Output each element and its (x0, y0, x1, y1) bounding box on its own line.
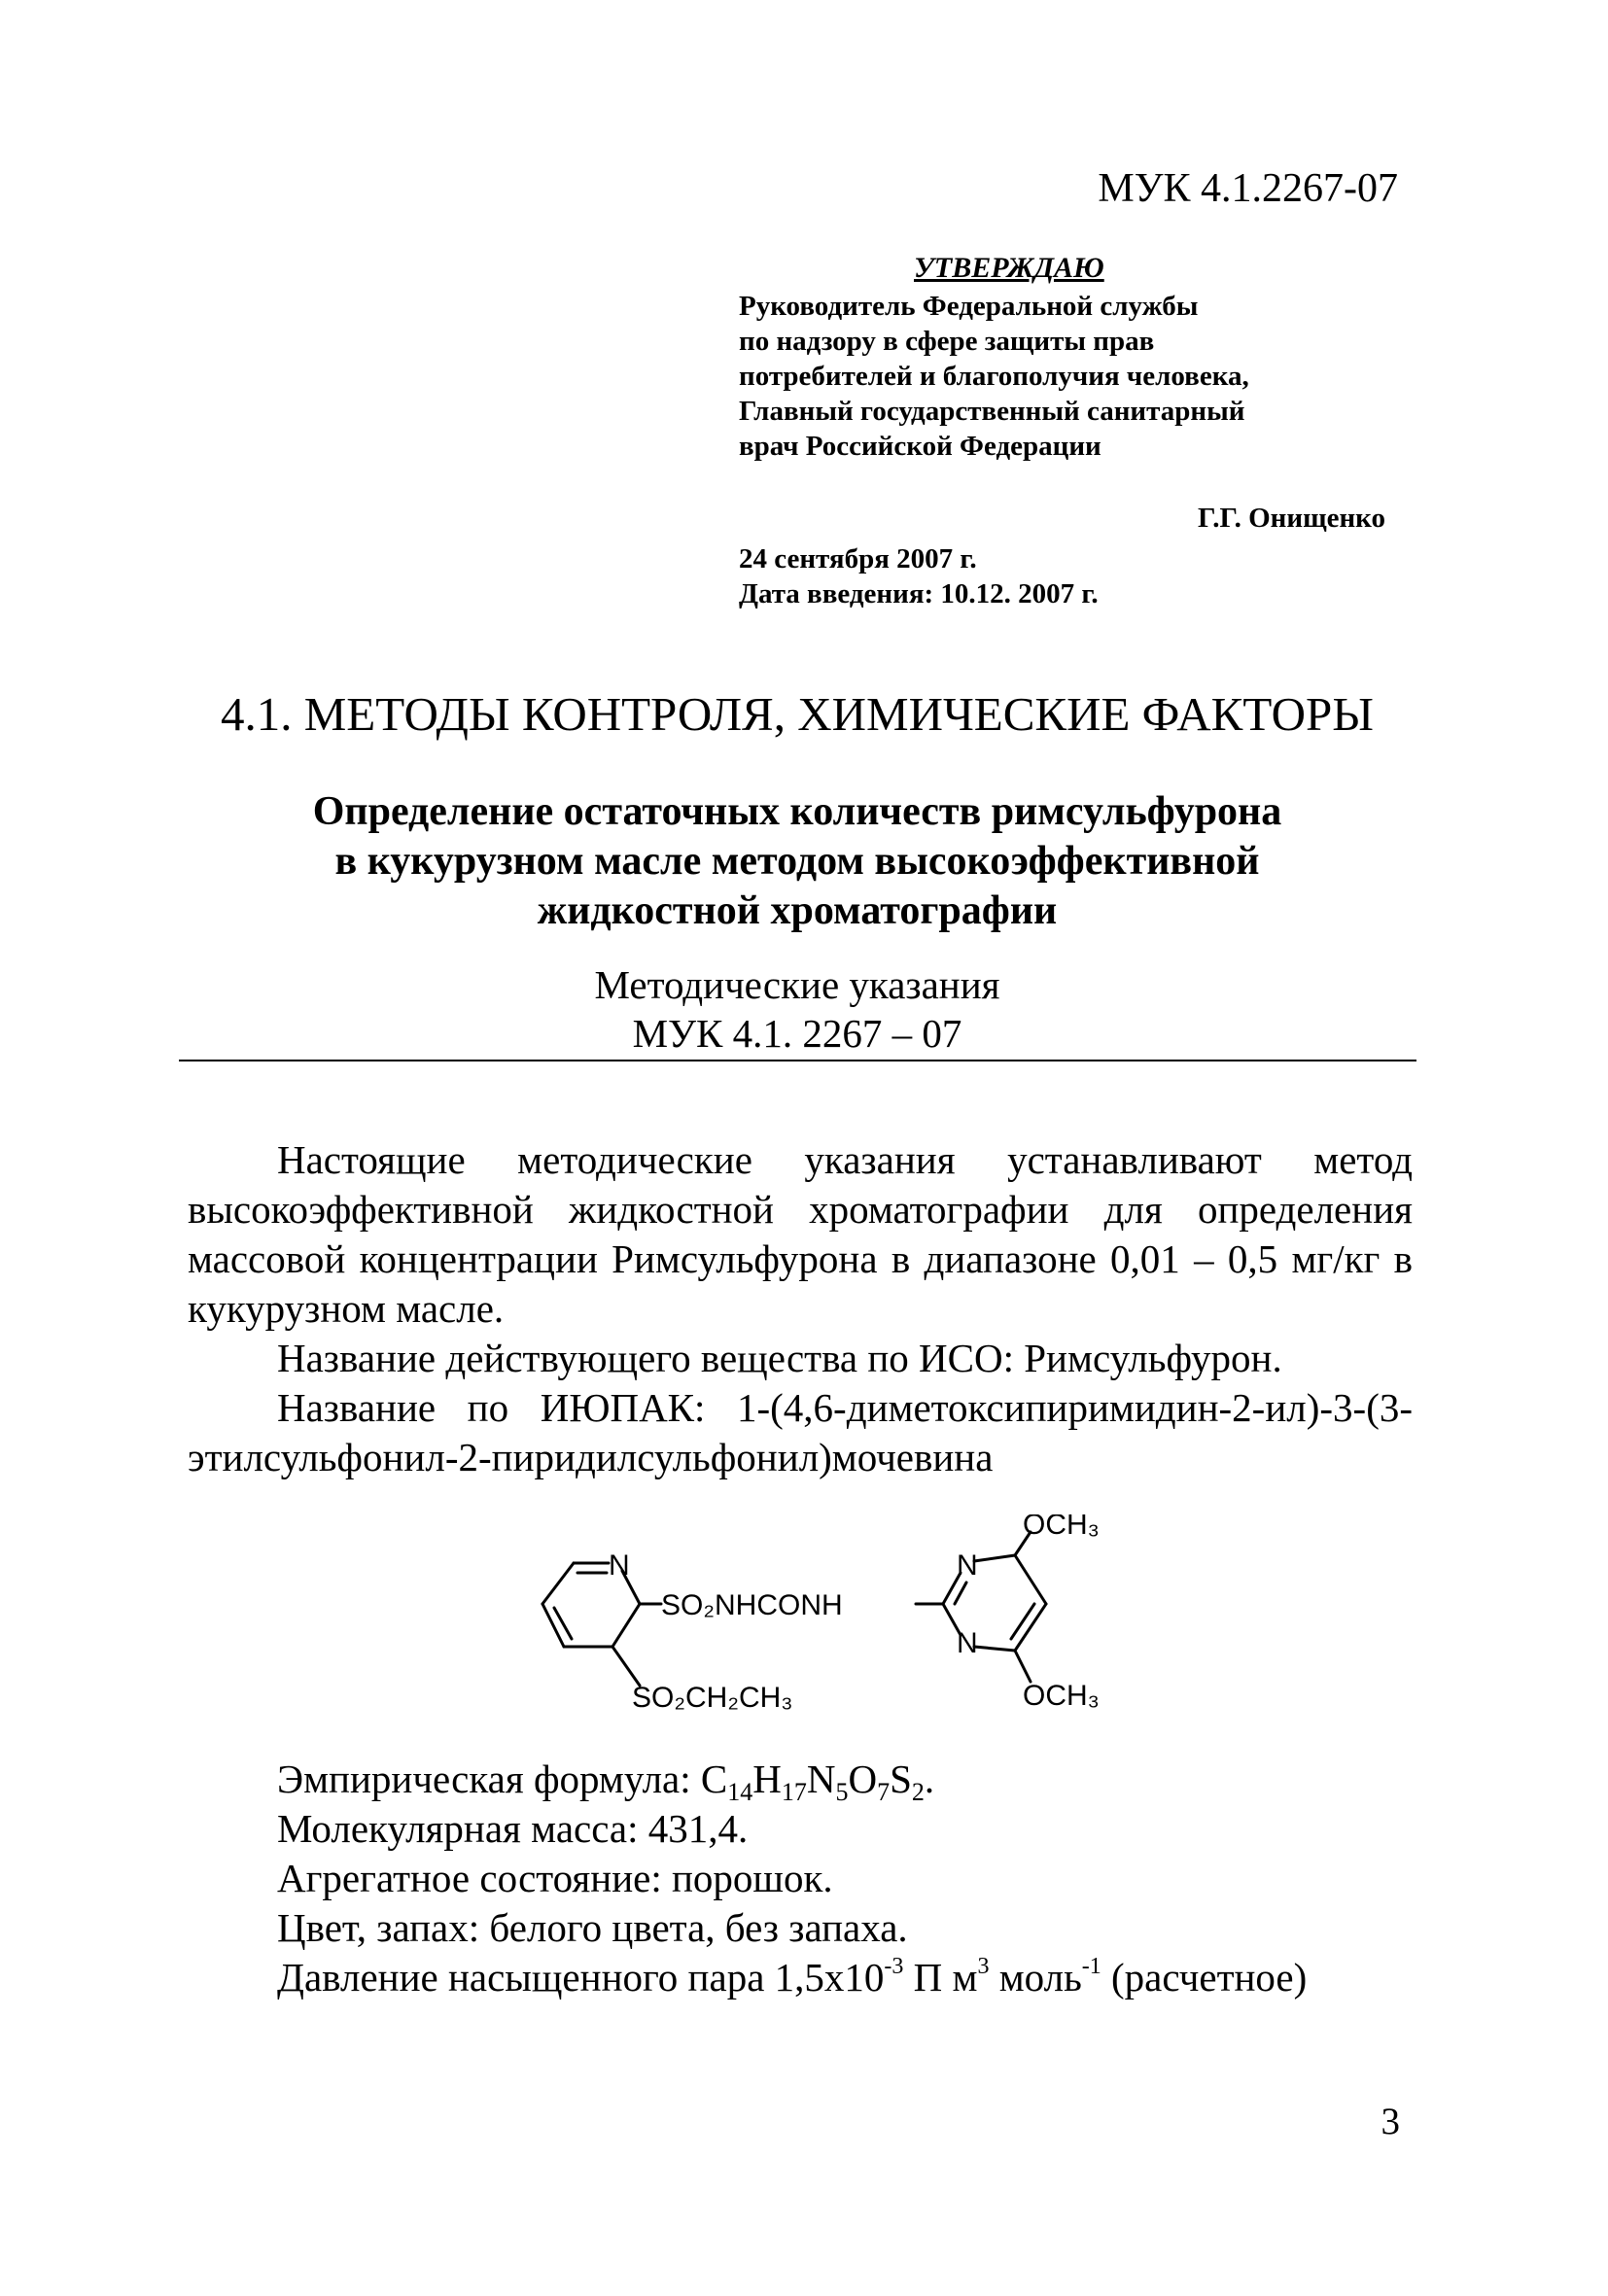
approval-line: Руководитель Федеральной службы (739, 291, 1199, 322)
formula-label: Эмпирическая формула: (277, 1757, 701, 1801)
formula-subscript: 2 (911, 1778, 925, 1806)
methoxy-top-label: OCH₃ (1023, 1514, 1100, 1541)
introduction-date: Дата введения: 10.12. 2007 г. (739, 578, 1099, 609)
approval-stamp: УТВЕРЖДАЮ (914, 252, 1104, 284)
document-code: МУК 4.1.2267-07 (1098, 166, 1398, 211)
pressure-note: (расчетное) (1101, 1955, 1308, 2000)
pyrimidine-nitrogen-top-label: N (957, 1549, 978, 1582)
properties-list (277, 1755, 1405, 2002)
pyridine-nitrogen-label: N (609, 1549, 630, 1582)
formula-element: O (848, 1757, 878, 1801)
divider (179, 1060, 1416, 1061)
formula-element: N (806, 1757, 836, 1801)
subject-line: в кукурузном масле методом высокоэффективной (334, 839, 1260, 884)
ethylsulfonyl-label: SO₂CH₂CH₃ (632, 1682, 793, 1714)
intro-paragraph: Настоящие методические указания устанавливают метод высокоэффективной жидкостной хроматографии для определения массовой концентрации Римсульфурона в диапазоне 0,01 – 0,5 мг/кг в кукурузном масле. (188, 1137, 1413, 1331)
aggregate-state: Агрегатное состояние: порошок. (277, 1856, 833, 1900)
section-title: 4.1. МЕТОДЫ КОНТРОЛЯ, ХИМИЧЕСКИЕ ФАКТОРЫ (220, 687, 1375, 741)
subject-line: жидкостной хроматографии (537, 888, 1058, 933)
iso-name-paragraph: Название действующего вещества по ИСО: Римсульфурон. (277, 1336, 1282, 1380)
formula-element: H (752, 1757, 782, 1801)
formula-subscript: 5 (835, 1778, 849, 1806)
vapor-pressure-line (277, 1953, 1405, 2002)
formula-element: C (700, 1757, 728, 1801)
page-number: 3 (1381, 2101, 1400, 2142)
pressure-unit: П м (903, 1955, 978, 2000)
formula-period: . (924, 1757, 935, 1801)
color-odor: Цвет, запах: белого цвета, без запаха. (277, 1905, 908, 1950)
formula-subscript: 14 (727, 1778, 753, 1806)
subject-line: Определение остаточных количеств римсульфурона (312, 789, 1282, 834)
approval-date: 24 сентября 2007 г. (739, 543, 977, 574)
structural-formula (515, 1514, 1137, 1733)
methoxy-bottom-label: OCH₃ (1023, 1680, 1100, 1712)
pressure-exponent: -3 (884, 1954, 904, 1979)
pressure-mol: моль (989, 1955, 1082, 2000)
guidelines-title: Методические указания (594, 962, 1000, 1007)
signer-name: Г.Г. Онищенко (1198, 503, 1385, 534)
guidelines-heading (117, 960, 1478, 1058)
body-text (188, 1135, 1413, 1482)
document-subject (117, 787, 1478, 936)
approval-block (739, 251, 1439, 611)
pressure-text: Давление насыщенного пара 1,5х10 (277, 1955, 885, 2000)
formula-subscript: 17 (781, 1778, 807, 1806)
pressure-unit-exponent: 3 (977, 1954, 990, 1979)
iupac-name-paragraph: Название по ИЮПАК: 1-(4,6-диметоксипиримидин-2-ил)-3-(3-этилсульфонил-2-пиридилсульфонил)мочевина (188, 1385, 1413, 1479)
approval-line: Главный государственный санитарный (739, 396, 1245, 427)
pyrimidine-nitrogen-bottom-label: N (957, 1627, 978, 1659)
approval-line: потребителей и благополучия человека, (739, 361, 1249, 392)
sulfonylurea-bridge-label: SO₂NHCONH (661, 1589, 843, 1621)
formula-line (277, 1755, 1405, 1804)
formula-subscript: 7 (877, 1778, 891, 1806)
approval-line: врач Российской Федерации (739, 431, 1101, 462)
formula-element: S (890, 1757, 912, 1801)
pressure-mol-exponent: -1 (1081, 1954, 1101, 1979)
approval-line: по надзору в сфере защиты прав (739, 326, 1155, 357)
guidelines-code: МУК 4.1. 2267 – 07 (632, 1011, 962, 1056)
molecular-mass: Молекулярная масса: 431,4. (277, 1806, 749, 1851)
